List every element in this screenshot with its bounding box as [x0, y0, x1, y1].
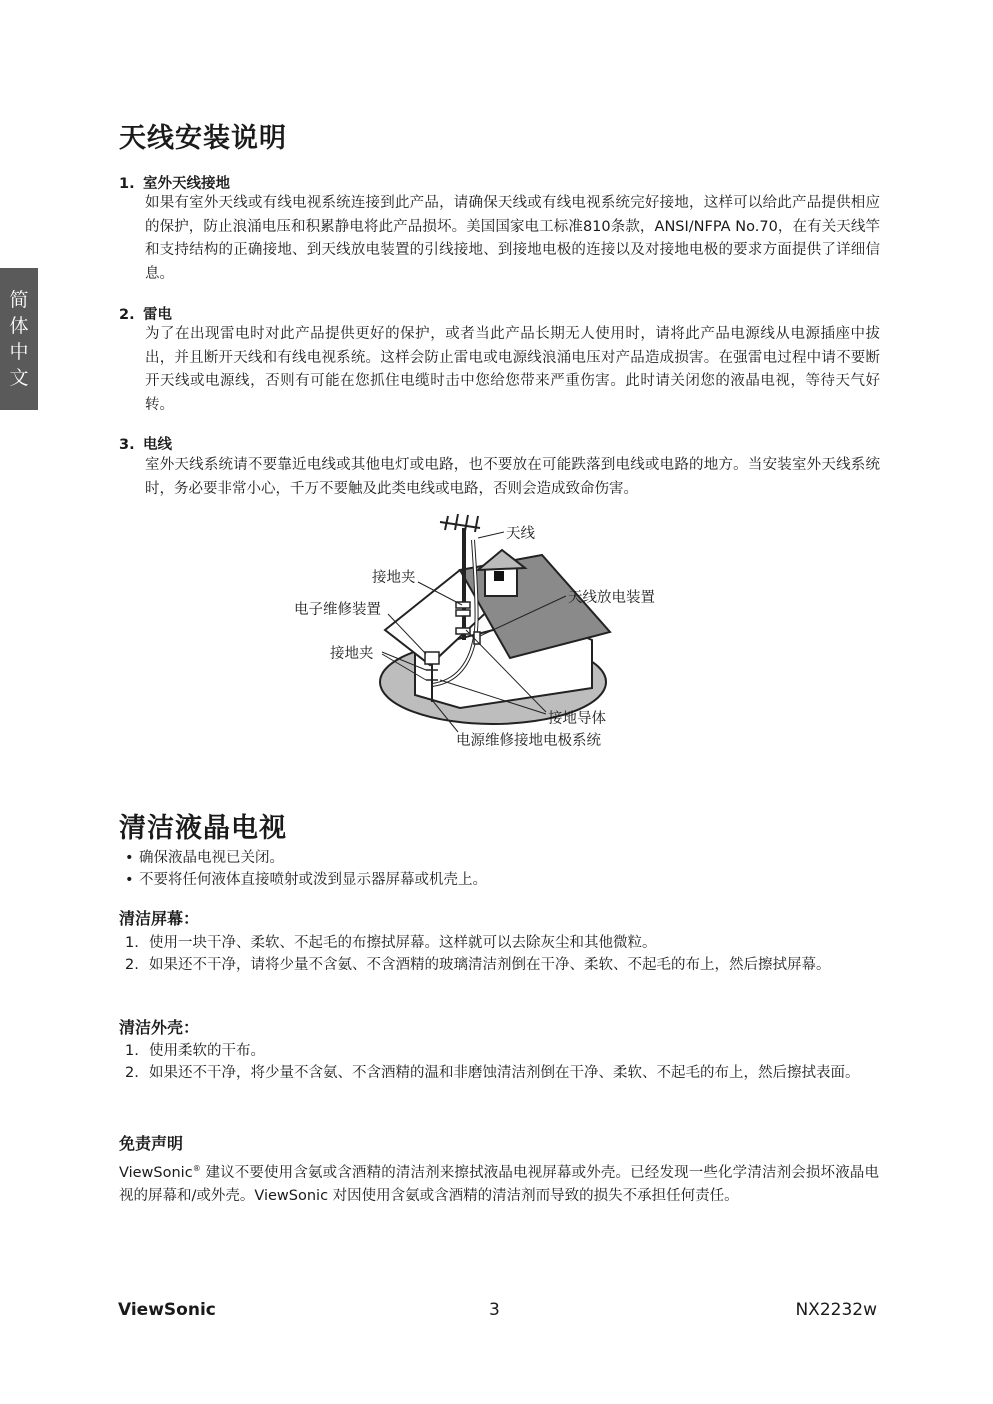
- section-number: 1.: [119, 176, 135, 192]
- language-char: 体: [9, 315, 29, 337]
- list-number: 2.: [125, 957, 139, 973]
- cleaning-title: 清洁液晶电视: [119, 813, 287, 844]
- section-heading: [119, 433, 172, 454]
- list-text: 如果还不干净，请将少量不含氨、不含酒精的玻璃清洁剂倒在干净、柔软、不起毛的布上，然后擦拭屏幕。: [149, 957, 831, 973]
- service-equipment: [425, 652, 439, 664]
- disclaimer-brand: ViewSonic: [119, 1164, 193, 1181]
- language-char: 文: [9, 367, 29, 389]
- label-service: 电子维修装置: [294, 602, 381, 618]
- footer-model: NX2232w: [795, 1300, 877, 1320]
- clean-screen-heading: 清洁屏幕：: [119, 909, 200, 928]
- disclaimer-text: [119, 1157, 879, 1208]
- section-title: 雷电: [143, 307, 172, 323]
- section-number: 2.: [119, 307, 135, 323]
- discharge-unit: [474, 632, 480, 644]
- bullet-dot: •: [125, 872, 134, 888]
- label-electrode: 电源维修接地电极系统: [456, 733, 601, 749]
- label-discharge: 天线放电装置: [568, 590, 655, 606]
- antenna-element: [465, 515, 468, 531]
- language-char: 简: [9, 289, 29, 311]
- section-text: 为了在出现雷电时对此产品提供更好的保护，或者当此产品长期无人使用时，请将此产品电源线从电源插座中拔出，并且断开天线和有线电视系统。这样会防止雷电或电源线浪涌电压对产品造成损害。在强雷电过程中请不要断开天线或电源线，否则有可能在您抓住电缆时击中您给您带来严重伤害。此时请关闭您的液晶电视，等待天气好转。: [145, 326, 880, 413]
- antenna-element: [455, 514, 458, 530]
- list-item: [125, 932, 875, 954]
- bullet-text: 不要将任何液体直接喷射或泼到显示器屏幕或机壳上。: [139, 872, 487, 888]
- bullet-item: [125, 847, 284, 869]
- list-number: 1.: [125, 935, 139, 951]
- list-text: 使用柔软的干布。: [149, 1043, 265, 1059]
- label-antenna: 天线: [506, 526, 535, 542]
- section-title: 室外天线接地: [143, 176, 230, 192]
- list-item: [125, 954, 875, 976]
- clean-case-list: [125, 1040, 875, 1084]
- label-clamp-bottom: 接地夹: [330, 646, 374, 662]
- language-char: 中: [9, 341, 29, 363]
- grounding-clamp: [456, 610, 470, 616]
- label-clamp-top: 接地夹: [372, 570, 416, 586]
- grounding-clamp: [456, 628, 470, 634]
- clean-screen-list: [125, 932, 875, 976]
- bullet-text: 确保液晶电视已关闭。: [139, 850, 284, 866]
- footer-brand: ViewSonic: [118, 1300, 216, 1320]
- disclaimer-heading: 免责声明: [119, 1134, 184, 1153]
- bullet-item: [125, 869, 487, 891]
- section-number: 3.: [119, 437, 135, 453]
- section-heading: [119, 303, 172, 324]
- list-text: 使用一块干净、柔软、不起毛的布擦拭屏幕。这样就可以去除灰尘和其他微粒。: [149, 935, 657, 951]
- registered-mark: ®: [192, 1164, 201, 1173]
- antenna-grounding-diagram: [280, 510, 700, 760]
- clean-case-heading: 清洁外壳：: [119, 1018, 200, 1037]
- list-number: 1.: [125, 1043, 139, 1059]
- antenna-title: 天线安装说明: [119, 123, 287, 154]
- section-text: 室外天线系统请不要靠近电线或其他电灯或电路，也不要放在可能跌落到电线或电路的地方。当安装室外天线系统时，务必要非常小心，千万不要触及此类电线或电路，否则会造成致命伤害。: [145, 457, 880, 497]
- label-conductor: 接地导体: [548, 711, 606, 727]
- list-text: 如果还不干净，将少量不含氨、不含酒精的温和非磨蚀清洁剂倒在干净、柔软、不起毛的布上，然后擦拭表面。: [149, 1065, 860, 1081]
- section-text: 如果有室外天线或有线电视系统连接到此产品，请确保天线或有线电视系统完好接地，这样可以给此产品提供相应的保护，防止浪涌电压和积累静电将此产品损坏。美国国家电工标准810条款，ANSI/NFPA No.70，在有关天线竿和支持结构的正确接地、到天线放电装置的引线接地、到接地电极的连接以及对接地电极的要求方面提供了详细信息。: [145, 195, 880, 282]
- antenna-element: [475, 516, 478, 532]
- section-title: 电线: [143, 437, 172, 453]
- page-number: 3: [489, 1300, 500, 1320]
- section-heading: [119, 172, 230, 193]
- bullet-dot: •: [125, 850, 134, 866]
- disclaimer-body: 建议不要使用含氨或含酒精的清洁剂来擦拭液晶电视屏幕或外壳。已经发现一些化学清洁剂会损坏液晶电视的屏幕和/或外壳。ViewSonic 对因使用含氨或含酒精的清洁剂而导致的损失不承担任何责任。: [119, 1164, 879, 1204]
- language-tab: [0, 268, 38, 410]
- list-item: [125, 1040, 875, 1062]
- chimney-window: [494, 571, 504, 581]
- list-number: 2.: [125, 1065, 139, 1081]
- list-item: [125, 1062, 875, 1084]
- leader-line: [478, 532, 504, 538]
